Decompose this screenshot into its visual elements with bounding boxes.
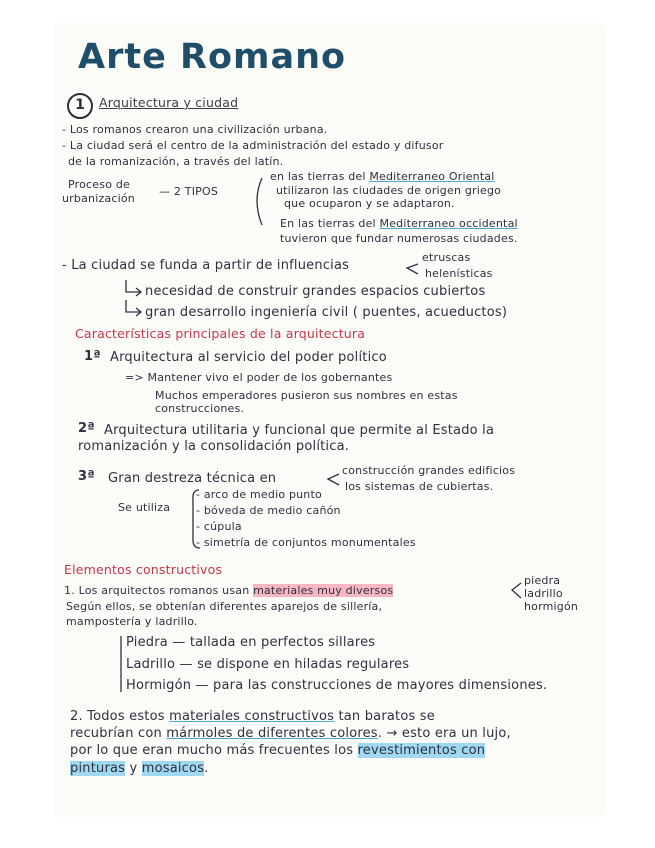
elementos-heading: Elementos constructivos — [64, 562, 223, 577]
material-row-piedra — [126, 636, 375, 649]
item3-text: Gran destreza técnica en — [108, 471, 277, 486]
p1-highlight: materiales muy diversos — [253, 584, 394, 597]
page-title: Arte Romano — [78, 37, 347, 77]
influencia-helenisticas: helenísticas — [425, 267, 493, 280]
p2-highlight-1: materiales constructivos — [169, 709, 335, 724]
item2-number: 2ª — [78, 421, 95, 436]
p2-line2-pre: recubrían con — [70, 726, 162, 741]
proceso-label-2: urbanización — [62, 192, 135, 205]
west-text-1: En las tierras del — [280, 217, 376, 230]
material-option-piedra: piedra — [524, 574, 561, 587]
intro-line-2: - La ciudad será el centro de la administración del estado y difusor — [62, 139, 444, 152]
elementos-p2-line2 — [70, 727, 511, 740]
item3-option-2: los sistemas de cubiertas. — [345, 480, 494, 493]
item1-sub: => Mantener vivo el poder de los gobernantes — [125, 371, 393, 384]
material-option-hormigon: hormigón — [524, 600, 579, 613]
influencia-etruscas: etruscas — [422, 251, 471, 264]
elementos-p2-line1 — [70, 710, 435, 723]
uso-item-1: - arco de medio punto — [196, 488, 322, 501]
influencia-consecuencia-1: necesidad de construir grandes espacios cubiertos — [145, 284, 486, 299]
influencia-consecuencia-2: gran desarrollo ingeniería civil ( puentes, acueductos) — [145, 305, 508, 320]
material-desc: — tallada en perfectos sillares — [172, 635, 376, 650]
uso-item-4: - simetría de conjuntos monumentales — [196, 536, 416, 549]
item3-number: 3ª — [78, 469, 95, 484]
east-line-2: utilizaron las ciudades de origen griego — [276, 184, 502, 197]
item1-number: 1ª — [84, 349, 101, 364]
item3-option-1: construcción grandes edificios — [342, 464, 516, 477]
material-name: Piedra — [126, 635, 168, 650]
section-heading: Arquitectura y ciudad — [99, 95, 239, 110]
west-highlight: Mediterraneo occidental — [379, 217, 518, 230]
elementos-p1-line3: mampostería y ladrillo. — [66, 615, 198, 628]
p2-highlight-5: mosaicos — [141, 761, 205, 776]
p2-highlight-2: mármoles de diferentes colores — [166, 726, 378, 741]
intro-line-3: de la romanización, a través del latín. — [68, 155, 284, 168]
west-line-1 — [280, 217, 518, 230]
east-line-1 — [270, 170, 495, 183]
item2-line1: Arquitectura utilitaria y funcional que permite al Estado la — [104, 423, 495, 438]
material-row-ladrillo — [126, 658, 409, 671]
east-text-1: en las tierras del — [270, 170, 366, 183]
p2-line3-pre: por lo que eran mucho más frecuentes los — [70, 743, 354, 758]
se-utiliza-label: Se utiliza — [118, 501, 171, 514]
influencias-line: - La ciudad se funda a partir de influencias — [62, 258, 350, 273]
elementos-p2-line4 — [70, 762, 209, 775]
material-desc: — se dispone en hiladas regulares — [179, 657, 410, 672]
uso-item-3: - cúpula — [196, 520, 242, 533]
intro-line-1: - Los romanos crearon una civilización urbana. — [62, 123, 328, 136]
p2-post: tan baratos se — [338, 709, 435, 724]
item1-sub2-line1: Muchos emperadores pusieron sus nombres en estas — [155, 389, 458, 402]
elementos-p1-line1 — [64, 584, 393, 597]
p2-pre: 2. Todos estos — [70, 709, 165, 724]
elementos-p1-line2: Según ellos, se obtenían diferentes aparejos de sillería, — [66, 600, 383, 613]
material-row-hormigon — [126, 679, 547, 692]
section-number: 1 — [75, 97, 85, 113]
caracteristicas-heading: Características principales de la arquitectura — [75, 326, 366, 341]
p2-end: . — [204, 761, 209, 776]
p2-highlight-4: pinturas — [70, 761, 126, 776]
uso-item-2: - bóveda de medio cañón — [196, 504, 341, 517]
p2-highlight-3: revestimientos con — [357, 743, 486, 758]
item1-sub2-line2: construcciones. — [155, 402, 245, 415]
east-highlight: Mediterraneo Oriental — [369, 170, 495, 183]
material-name: Hormigón — [126, 678, 192, 693]
material-name: Ladrillo — [126, 657, 176, 672]
proceso-tipos: — 2 TIPOS — [159, 185, 219, 198]
material-desc: — para las construcciones de mayores dimensiones. — [195, 678, 548, 693]
elementos-p2-line3 — [70, 744, 485, 757]
item1-text: Arquitectura al servicio del poder político — [110, 350, 387, 365]
material-option-ladrillo: ladrillo — [524, 587, 563, 600]
p1-pre: 1. Los arquitectos romanos usan — [64, 584, 250, 597]
item2-line2: romanización y la consolidación política. — [78, 439, 350, 454]
p2-y: y — [129, 761, 138, 776]
west-line-2: tuvieron que fundar numerosas ciudades. — [280, 232, 518, 245]
p2-line2-post: . → esto era un lujo, — [377, 726, 511, 741]
east-line-3: que ocuparon y se adaptaron. — [284, 197, 455, 210]
proceso-label-1: Proceso de — [68, 178, 130, 191]
